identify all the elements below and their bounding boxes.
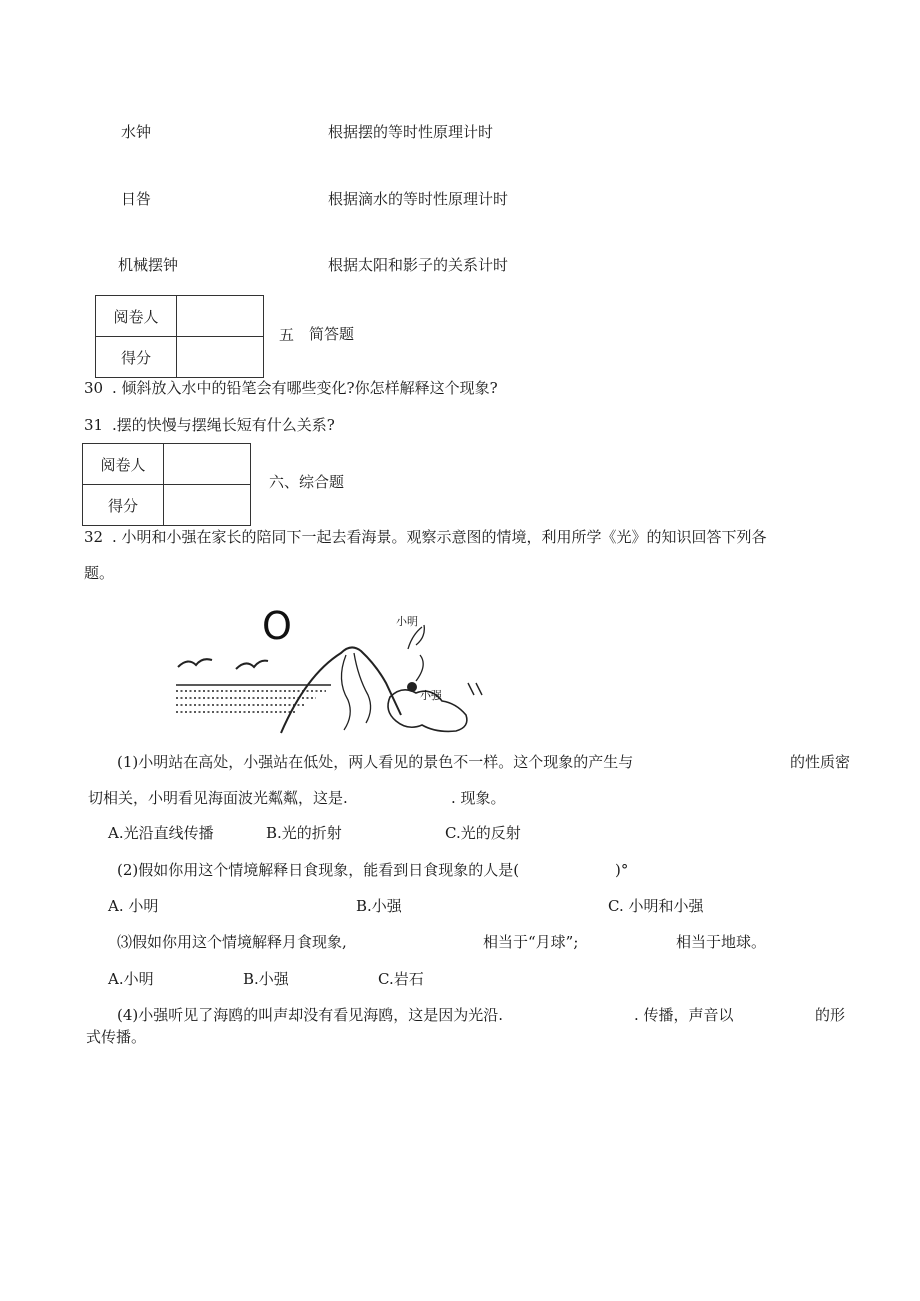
sub3-option-b: B.小强 <box>243 970 289 988</box>
sub4-text-end: 的形 <box>815 1006 846 1024</box>
sub4-text-middle: . 传播，声音以 <box>634 1006 734 1024</box>
sub1-option-b: B.光的折射 <box>266 824 342 842</box>
score-label: 得分 <box>96 337 177 378</box>
seaside-illustration <box>176 605 488 735</box>
q32-number: 32 <box>84 528 104 546</box>
reviewer-cell[interactable] <box>164 444 251 485</box>
sub4-text-start: (4)小强听见了海鸥的叫声却没有看见海鸥，这是因为光沿. <box>117 1006 504 1024</box>
xiaoqiang-figure <box>407 682 417 692</box>
sub2-option-a: A. 小明 <box>108 897 159 915</box>
match-left-3: 机械摆钟 <box>118 256 179 274</box>
sub2-text-end: )° <box>615 861 629 879</box>
sub2-option-c: C. 小明和小强 <box>608 897 704 915</box>
section6-title: 六、综合题 <box>269 473 345 491</box>
q31-text: .摆的快慢与摆绳长短有什么关系? <box>112 416 335 434</box>
grade-box-section5 <box>95 295 264 378</box>
sub3-text-end: 相当于地球。 <box>676 933 767 951</box>
score-cell[interactable] <box>164 485 251 526</box>
reviewer-cell[interactable] <box>177 296 264 337</box>
sub1-option-c: C.光的反射 <box>445 824 521 842</box>
xiaoqiang-label: 小强 <box>420 689 442 702</box>
sub1-line1-start: (1)小明站在高处，小强站在低处，两人看见的景色不一样。这个现象的产生与 <box>117 753 634 771</box>
q32-text-line1: . 小明和小强在家长的陪同下一起去看海景。观察示意图的情境，利用所学《光》的知识回答下列各 <box>112 528 767 546</box>
sub3-text-start: ⑶假如你用这个情境解释月食现象, <box>117 933 347 951</box>
section5-number: 五 <box>279 326 295 344</box>
sea-surface <box>176 691 326 712</box>
sub1-option-a: A.光沿直线传播 <box>108 824 214 842</box>
match-left-1: 水钟 <box>121 123 152 141</box>
q31-number: 31 <box>84 416 104 434</box>
sub1-line1-end: 的性质密 <box>790 753 851 771</box>
grade-box-section6 <box>82 443 251 526</box>
xiaoqiang-sight-lines <box>468 683 482 695</box>
mountain-ridge <box>341 653 370 730</box>
cliff-lines <box>408 625 424 681</box>
sub3-text-middle: 相当于“月球”; <box>483 933 579 951</box>
sub1-line2-end: . 现象。 <box>451 789 506 807</box>
reviewer-label: 阅卷人 <box>83 444 164 485</box>
match-right-2: 根据滴水的等时性原理计时 <box>328 190 509 208</box>
xiaoming-label: 小明 <box>396 615 418 628</box>
q30-number: 30 <box>84 379 104 397</box>
seagulls <box>178 659 268 669</box>
sub3-option-c: C.岩石 <box>378 970 424 988</box>
score-cell[interactable] <box>177 337 264 378</box>
match-right-1: 根据摆的等时性原理计时 <box>328 123 494 141</box>
match-right-3: 根据太阳和影子的关系计时 <box>328 256 509 274</box>
sub3-option-a: A.小明 <box>108 970 154 988</box>
section5-title: 简答题 <box>309 325 355 343</box>
match-left-2: 日咎 <box>121 190 152 208</box>
sub2-option-b: B.小强 <box>356 897 402 915</box>
score-label: 得分 <box>83 485 164 526</box>
sub4-line2: 式传播。 <box>86 1028 147 1046</box>
q32-text-line2: 题。 <box>84 564 115 582</box>
reviewer-label: 阅卷人 <box>96 296 177 337</box>
sun-symbol: O <box>262 605 292 648</box>
sub1-line2-start: 切相关，小明看见海面波光粼粼，这是. <box>88 789 348 807</box>
q30-text: . 倾斜放入水中的铅笔会有哪些变化?你怎样解释这个现象? <box>112 379 498 397</box>
sub2-text-start: (2)假如你用这个情境解释日食现象，能看到日食现象的人是( <box>117 861 520 879</box>
